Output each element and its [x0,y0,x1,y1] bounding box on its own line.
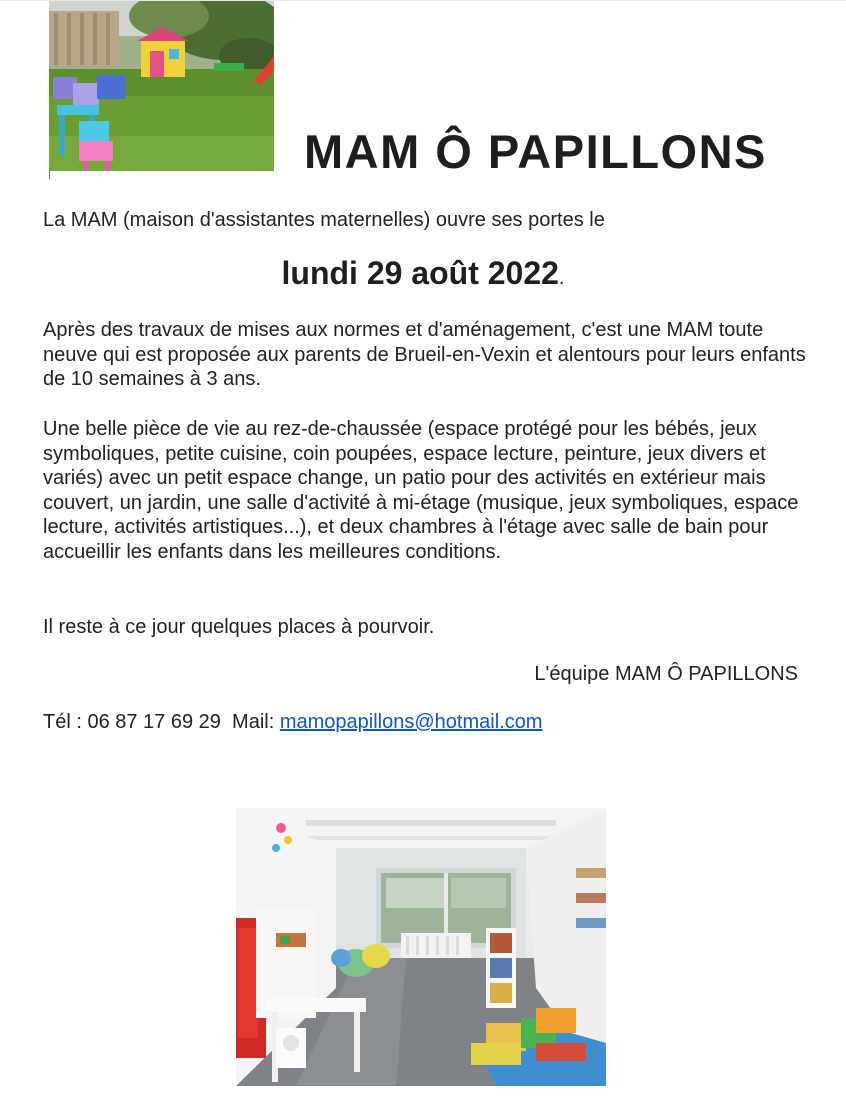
contact-line [43,710,542,735]
signature: L'équipe MAM Ô PAPILLONS [534,663,798,685]
photo-edge [49,170,50,179]
email-link[interactable]: mamopapillons@hotmail.com [279,711,543,733]
paragraph-availability: Il reste à ce jour quelques places à pourvoir. [43,616,435,638]
date-period: . [558,267,565,289]
mail-label: Mail: [232,711,280,733]
contact-gap [221,711,232,733]
opening-date-line [0,255,846,292]
phone-number: 06 87 17 69 29 [87,711,221,733]
garden-photo [49,1,274,171]
page-title: MAM Ô PAPILLONS [304,125,767,178]
paragraph-renovation: Après des travaux de mises aux normes et d'aménagement, c'est une MAM toute neuve qui est proposée aux parents de Brueil-en-Vexin et alentours pour leurs enfants de 10 semaines à 3 ans. [43,319,806,391]
phone-label: Tél : [43,711,88,733]
playroom-photo [236,808,606,1086]
paragraph-facilities: Une belle pièce de vie au rez-de-chaussée (espace protégé pour les bébés, jeux symboliques, petite cuisine, coin poupées, espace lecture, peinture, jeux divers et variés) avec un petit espace change, un patio pour des activités en extérieur mais couvert, un jardin, une salle d'activité à mi-étage (musique, jeux symboliques, espace lecture, activités artistiques...), et deux chambres à l'étage avec salle de bain pour accueillir les enfants dans les meilleures conditions. [43,418,799,563]
opening-announcement: La MAM (maison d'assistantes maternelles) ouvre ses portes le [43,209,605,231]
opening-date: lundi 29 août 2022 [281,255,559,291]
